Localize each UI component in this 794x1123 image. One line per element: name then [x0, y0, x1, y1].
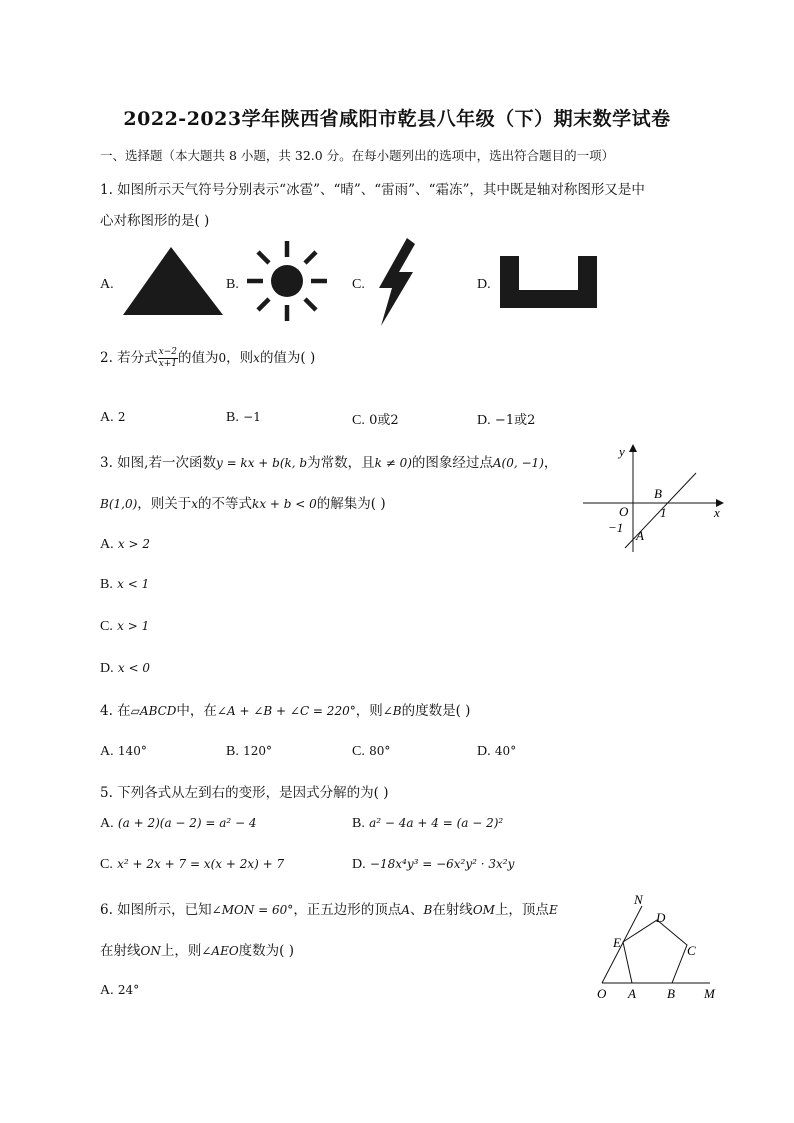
q4-option-c[interactable]: [352, 743, 390, 760]
q3-option-a-label: A.: [100, 537, 114, 552]
q5-option-b[interactable]: [352, 815, 503, 832]
q1-text-line1: 1. 如图所示天气符号分别表示“冰雹”、“晴”、“雷雨”、“霜冻”，其中既是轴对称图形又是中: [100, 182, 645, 198]
q3-fig-o: O: [619, 504, 629, 519]
q4-option-a-value: 140°: [117, 744, 147, 758]
q6-t4: 在射线: [432, 902, 473, 918]
q3-t2: 为常数，且: [307, 455, 375, 471]
q6-fig-a: A: [628, 986, 636, 1001]
q4-option-c-label: C.: [352, 744, 365, 759]
q3-text-line1: [100, 451, 557, 471]
q2-var: x: [253, 351, 260, 365]
q2-option-c-label: C.: [352, 413, 365, 428]
q6-option-a-value: 24°: [117, 983, 140, 997]
q6-t7: 上，则: [160, 943, 202, 959]
u-shape-icon: [499, 255, 599, 309]
q6-m7: ∠AEO: [201, 944, 239, 958]
q6-figure: [594, 892, 724, 1004]
q2-option-d[interactable]: [477, 409, 535, 429]
q2-fraction-denominator: x+1: [158, 359, 178, 369]
q5-option-d[interactable]: [352, 856, 514, 873]
q5-option-c-label: C.: [100, 857, 113, 872]
q6-t5: 上，顶点: [494, 902, 549, 918]
q6-t3: 、: [409, 902, 424, 918]
q3-t4: ，: [543, 455, 558, 471]
q2-option-b[interactable]: [226, 409, 261, 426]
q6-text-line2: [100, 939, 294, 959]
q4-question: [100, 699, 470, 719]
q2-zero: 0: [218, 351, 227, 365]
q3-fig-a: A: [636, 528, 644, 543]
q3-m4: B(1,0): [100, 497, 138, 511]
q4-option-a-label: A.: [100, 744, 114, 759]
q2-fraction-numerator: x−2: [158, 347, 178, 357]
q5-option-a[interactable]: [100, 815, 257, 832]
q3-option-a[interactable]: [100, 536, 150, 553]
q5-option-c-value: x² + 2x + 7 = x(x + 2x) + 7: [117, 857, 285, 871]
q3-fig-x: x: [714, 505, 720, 520]
q6-m6: ON: [140, 944, 161, 958]
q6-fig-m: M: [704, 986, 715, 1001]
q3-fig-b: B: [654, 486, 662, 501]
q3-fig-y: y: [619, 444, 625, 459]
q4-option-b-label: B.: [226, 744, 239, 759]
q6-m5: E: [548, 903, 558, 917]
triangle-icon: [121, 245, 225, 317]
q4-t1: 4. 在: [100, 703, 131, 719]
q5-option-d-label: D.: [352, 857, 366, 872]
q6-fig-d: D: [656, 910, 666, 925]
q3-m2: k ≠ 0): [374, 456, 412, 470]
q3-option-a-value: x > 2: [117, 537, 151, 551]
q2-text-mid2: ，则: [226, 350, 254, 366]
q3-option-b-label: B.: [100, 577, 113, 592]
q4-option-d-value: 40°: [494, 744, 517, 758]
q3-option-c[interactable]: [100, 618, 149, 635]
q5-question: 5. 下列各式从左到右的变形，是因式分解的为( ): [100, 785, 389, 801]
q6-fig-e: E: [613, 935, 621, 950]
q3-t7: 的解集为( ): [316, 496, 386, 512]
q3-m5: x: [191, 497, 199, 511]
q1-option-b-label[interactable]: B.: [226, 277, 239, 292]
q6-m1: ∠MON = 60°: [211, 903, 294, 917]
q2-text-mid: 的值为: [178, 350, 219, 366]
q3-option-d-value: x < 0: [117, 661, 151, 675]
q3-t1: 3. 如图,若一次函数: [100, 455, 216, 471]
q2-option-b-label: B.: [226, 410, 239, 425]
q6-m2: A: [401, 903, 410, 917]
q4-option-b-value: 120°: [243, 744, 273, 758]
q3-t3: 的图象经过点: [411, 455, 493, 471]
q2-option-c[interactable]: [352, 409, 399, 429]
q3-option-b[interactable]: [100, 576, 149, 593]
q6-option-a[interactable]: [100, 982, 139, 999]
q3-option-c-value: x > 1: [117, 619, 150, 633]
lightning-icon: [375, 236, 417, 328]
q6-m4: OM: [472, 903, 495, 917]
q2-option-a-label: A.: [100, 410, 114, 425]
q6-option-a-label: A.: [100, 983, 114, 998]
q3-m1: y = kx + b(k, b: [215, 456, 308, 470]
q3-fig-one: 1: [660, 505, 667, 520]
q3-option-b-value: x < 1: [117, 577, 150, 591]
q6-ray-on: [602, 906, 642, 983]
q6-t2: ，正五边形的顶点: [293, 902, 402, 918]
q3-figure: [578, 442, 728, 558]
q2-option-d-value: −1或2: [494, 413, 536, 428]
q4-option-d-label: D.: [477, 744, 491, 759]
q2-text-pre: 2. 若分式: [100, 350, 158, 366]
q3-fig-neg-one: −1: [608, 520, 624, 535]
q4-t4: 的度数是( ): [401, 703, 471, 719]
q2-option-a-value: 2: [117, 410, 126, 424]
q4-option-b[interactable]: [226, 743, 272, 760]
q5-option-a-value: (a + 2)(a − 2) = a² − 4: [117, 816, 257, 830]
q6-pentagon: [623, 920, 687, 983]
q5-option-b-label: B.: [352, 816, 365, 831]
q4-option-c-value: 80°: [369, 744, 391, 758]
q3-m3: A(0, −1): [492, 456, 544, 470]
q4-m2: ∠A + ∠B + ∠C = 220°: [216, 704, 356, 718]
q2-question: [100, 346, 315, 370]
y-arrow-icon: [629, 444, 637, 452]
q2-fraction: [158, 347, 178, 370]
q3-option-c-label: C.: [100, 619, 113, 634]
q6-m3: B: [423, 903, 433, 917]
q6-fig-c: C: [687, 943, 696, 958]
q3-text-line2: [100, 492, 386, 512]
q3-t5: ，则关于: [137, 496, 192, 512]
q1-option-d-label[interactable]: D.: [477, 277, 491, 292]
q5-option-b-value: a² − 4a + 4 = (a − 2)²: [369, 816, 504, 830]
q6-t8: 度数为( ): [238, 943, 294, 959]
q3-m6: kx + b < 0: [252, 497, 317, 511]
q1-option-c-label[interactable]: C.: [352, 277, 365, 292]
q6-text-line1: [100, 898, 558, 918]
q5-option-a-label: A.: [100, 816, 114, 831]
q5-option-d-value: −18x⁴y³ = −6x²y² · 3x²y: [369, 857, 515, 871]
q2-option-c-value: 0或2: [369, 413, 399, 428]
q4-option-d[interactable]: [477, 743, 516, 760]
q2-option-b-value: −1: [243, 410, 261, 424]
q6-fig-o: O: [597, 986, 607, 1001]
q2-text-post: 的值为( ): [259, 350, 316, 366]
q2-option-a[interactable]: [100, 409, 126, 426]
q6-t1: 6. 如图所示，已知: [100, 902, 212, 918]
q1-option-a-label[interactable]: A.: [100, 277, 114, 292]
q4-option-a[interactable]: [100, 743, 147, 760]
q1-text-line2: 心对称图形的是( ): [100, 213, 210, 229]
q4-t2: 中，在: [176, 703, 217, 719]
q4-t3: ，则: [355, 703, 383, 719]
q3-t6: 的不等式: [198, 496, 253, 512]
q3-option-d-label: D.: [100, 661, 114, 676]
q6-fig-b: B: [667, 986, 675, 1001]
sun-icon: [246, 240, 328, 322]
q2-option-d-label: D.: [477, 413, 491, 428]
q6-fig-n: N: [634, 892, 643, 907]
q6-t6: 在射线: [100, 943, 141, 959]
q3-option-d[interactable]: [100, 660, 150, 677]
q4-m1: ▱ABCD: [130, 704, 177, 718]
page-title: 2022-2023学年陕西省咸阳市乾县八年级（下）期末数学试卷: [123, 108, 671, 130]
section-header: 一、选择题（本大题共 8 小题，共 32.0 分。在每小题列出的选项中，选出符合题目的一项）: [100, 148, 615, 163]
q4-m3: ∠B: [382, 704, 402, 718]
q5-option-c[interactable]: [100, 856, 284, 873]
